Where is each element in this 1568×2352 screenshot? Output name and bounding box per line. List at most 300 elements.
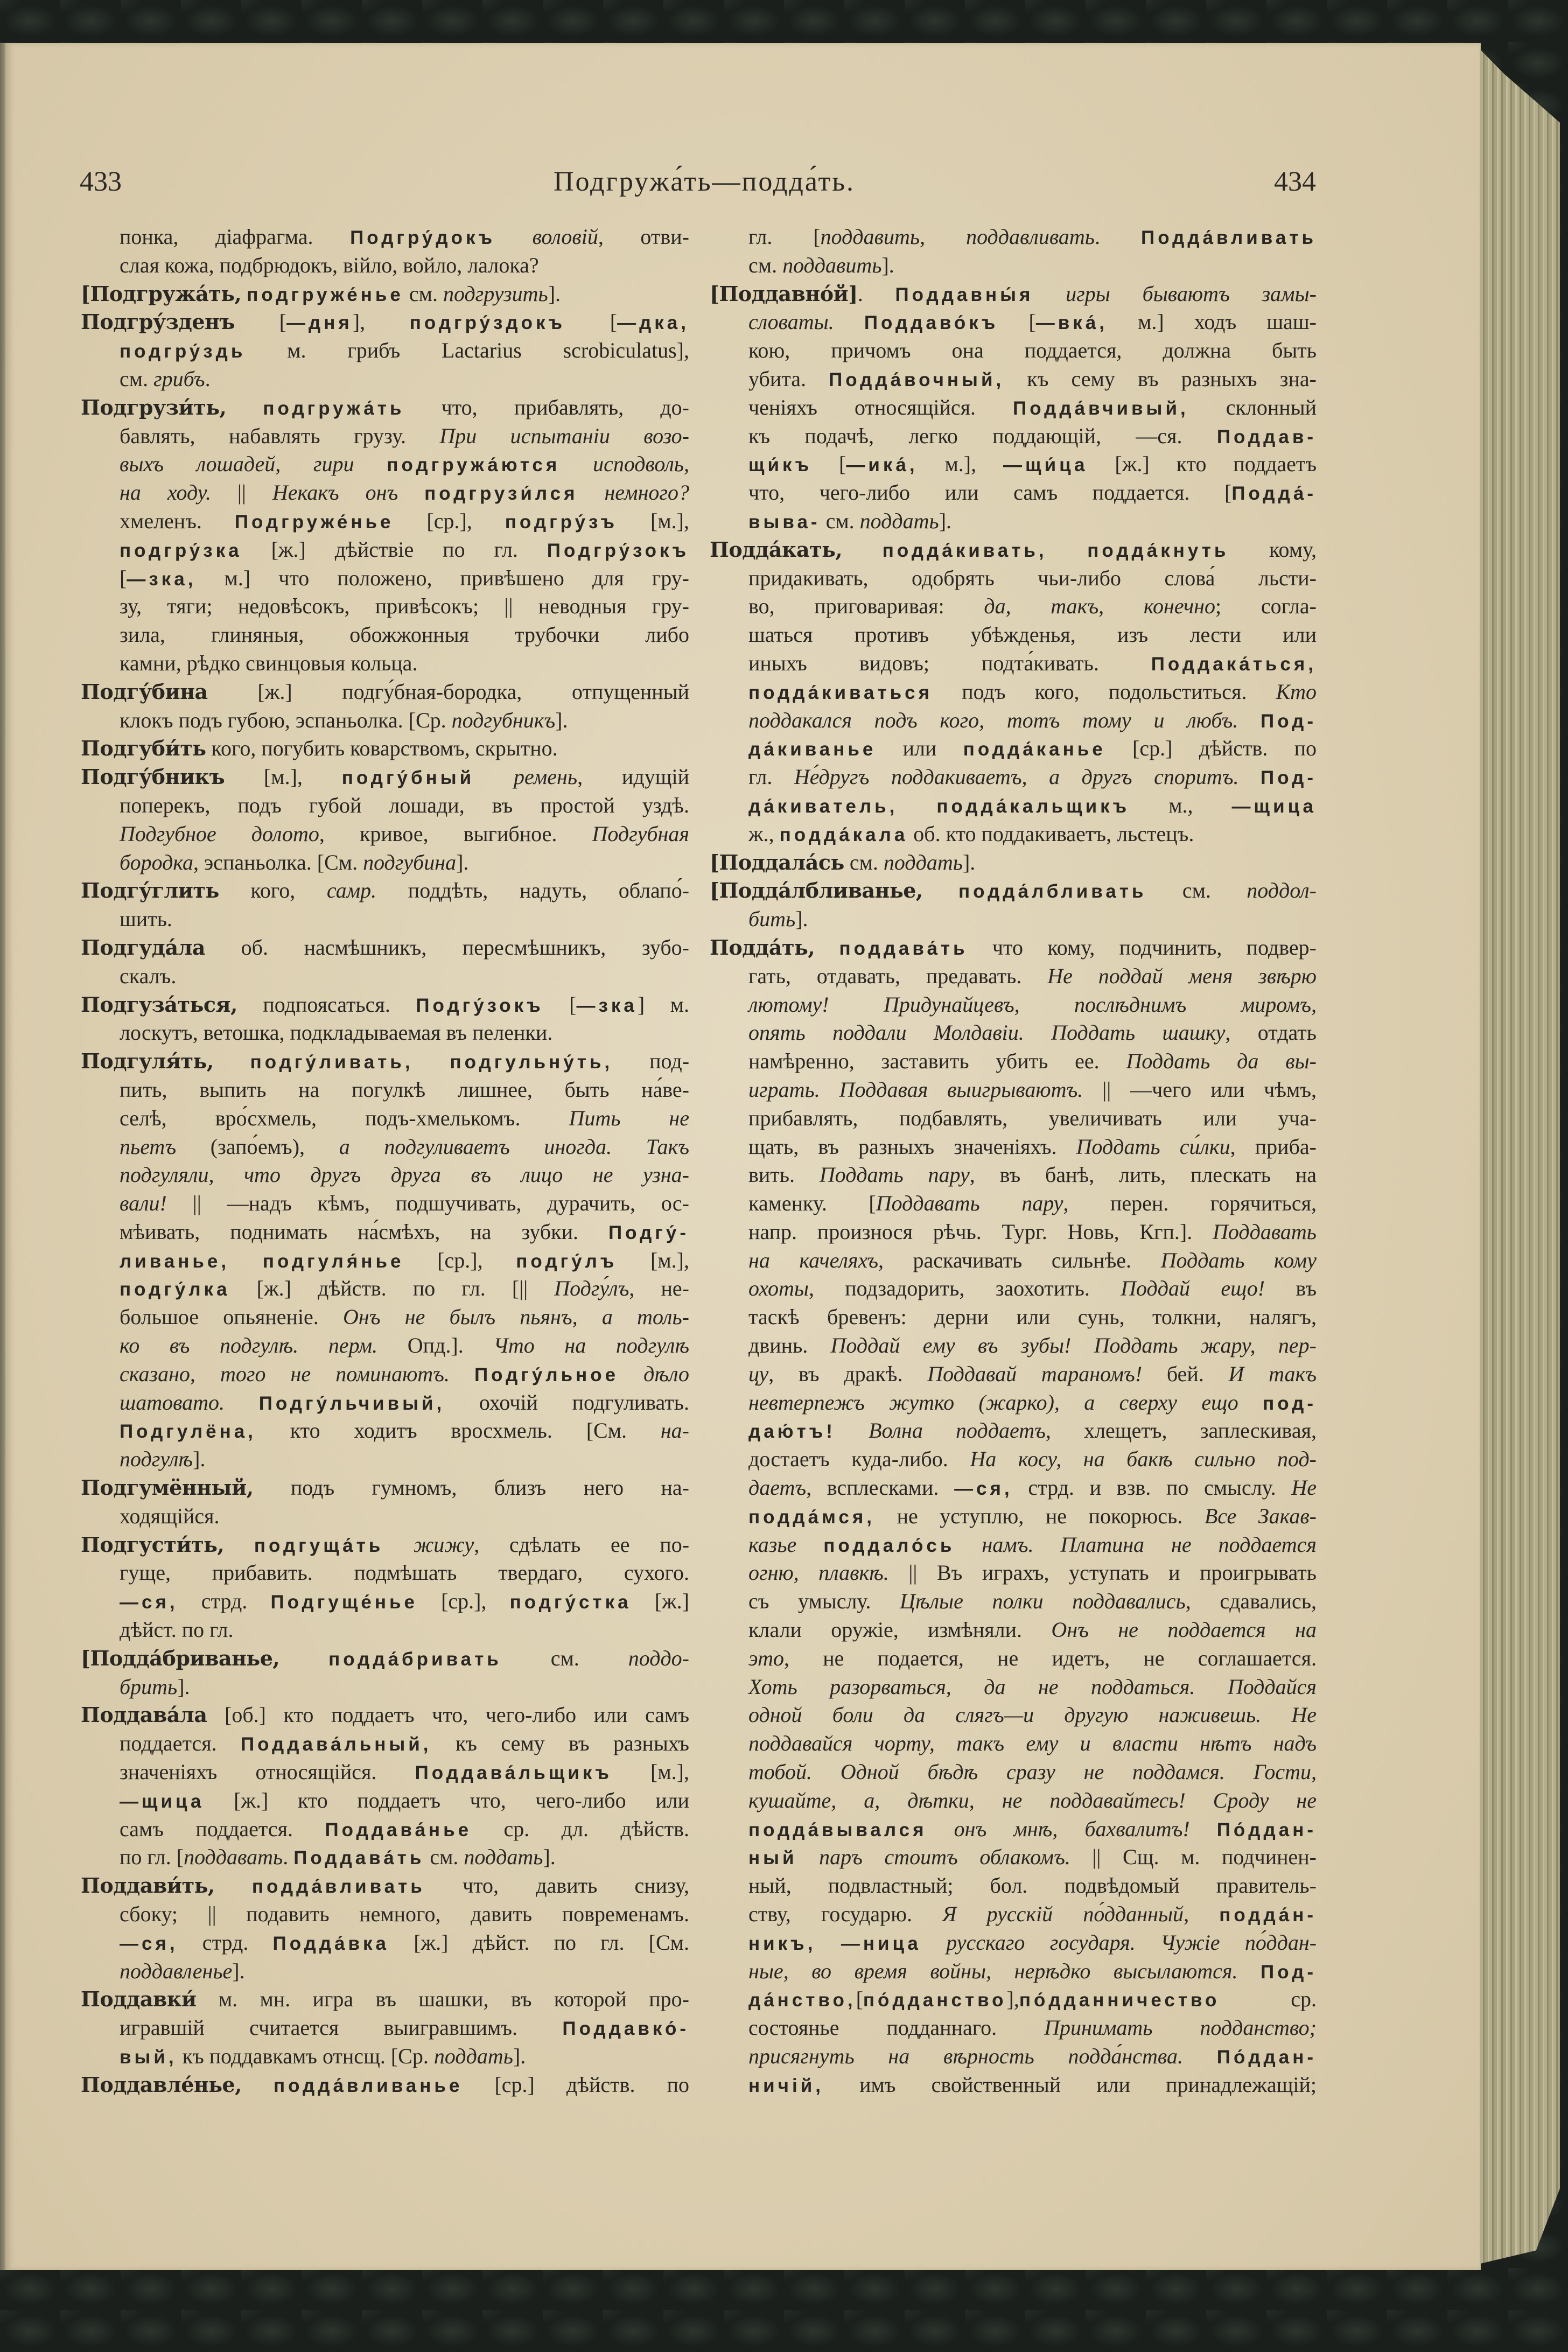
headword: Подгу́бникъ — [81, 765, 225, 789]
definition-text — [1238, 1959, 1261, 1983]
definition-text: щать, въ разныхъ значеніяхъ. — [748, 1134, 1076, 1159]
dictionary-line — [81, 422, 689, 451]
derived-headword: подгуща́ть — [254, 1535, 384, 1556]
derived-headword: подда́кивать, — [882, 540, 1047, 561]
italic-example: Что на подгулѣ — [493, 1333, 689, 1358]
definition-text: клали оружіе, измѣняли. — [748, 1618, 1052, 1642]
definition-text: [ж.] кто поддаетъ — [1088, 452, 1317, 477]
derived-headword: Поддава́льный, — [240, 1734, 432, 1755]
italic-example: Подгу́лъ — [554, 1276, 629, 1301]
dictionary-line — [81, 962, 689, 991]
dictionary-line — [710, 621, 1317, 649]
italic-example: Волна поддаетъ — [869, 1418, 1046, 1443]
dictionary-line — [710, 1787, 1317, 1815]
definition-text: что, чего-либо или самъ поддается. [ — [748, 480, 1232, 505]
dictionary-line — [710, 1389, 1317, 1417]
dictionary-line — [81, 1104, 689, 1133]
dictionary-line — [710, 223, 1317, 251]
definition-text: , всплесками. — [806, 1475, 955, 1500]
definition-text: подъ гумномъ, близъ него на- — [253, 1475, 689, 1500]
italic-example: одной боли да слягъ—и другую наживешь. Не — [748, 1703, 1317, 1727]
definition-text: стрд. — [178, 1589, 271, 1614]
definition-text: см. — [1146, 878, 1247, 903]
headword: [Поддавно́й] — [710, 281, 858, 306]
definition-text: во, приговаривая: — [748, 594, 984, 619]
definition-text — [226, 395, 263, 419]
italic-example: грибъ — [153, 366, 205, 391]
derived-headword: —ница — [841, 1933, 921, 1954]
definition-text: ]. — [548, 281, 561, 306]
definition-text: , перен. горячиться, — [1063, 1191, 1317, 1216]
derived-headword: подда́вливать — [251, 1876, 425, 1898]
derived-headword: по́дданство — [863, 1990, 1007, 2011]
definition-text: зу, тяги; недовѣсокъ, привѣсокъ; || неводныя гру- — [120, 594, 689, 619]
italic-example: Онъ не былъ пьянъ, а толь- — [343, 1305, 689, 1329]
italic-example: подгубникъ — [451, 708, 556, 732]
definition-text: поддѣть, надуть, облапо́- — [376, 878, 689, 903]
definition-text — [796, 1532, 823, 1557]
definition-text: [ — [812, 452, 846, 477]
dictionary-line — [81, 1616, 689, 1644]
derived-headword: Подгруже́нье — [234, 511, 394, 533]
derived-headword: подда́киваться — [748, 682, 933, 703]
definition-text: камни, рѣдко свинцовыя кольца. — [120, 650, 418, 675]
definition-text: селѣ, вро́схмель, подъ-хмелькомъ. — [120, 1105, 569, 1130]
dictionary-line — [710, 1843, 1317, 1872]
derived-headword: ный — [748, 1847, 797, 1869]
definition-text: напр. произнося рѣчь. Тург. Новь, Кгп.]. — [748, 1219, 1213, 1244]
italic-example: казье — [748, 1532, 797, 1557]
italic-example: поддавать — [184, 1845, 283, 1870]
definition-text: лоскутъ, ветошка, подкладываемая въ пеленки. — [120, 1020, 553, 1045]
definition-text: подпоясаться. — [237, 992, 416, 1017]
italic-example: поддол- — [1247, 878, 1317, 903]
definition-text: || —чего или чѣмъ, — [1083, 1077, 1317, 1102]
definition-text: зила, глиняныя, обожжонныя трубочки либо — [120, 622, 689, 647]
definition-text: ср. — [1220, 1987, 1317, 2012]
definition-text — [298, 1333, 328, 1357]
derived-headword: —ика́, — [846, 454, 918, 476]
dictionary-line — [710, 1218, 1317, 1247]
derived-headword: ливанье, — [120, 1250, 230, 1272]
dictionary-line — [710, 849, 1317, 877]
italic-example: Поддать си́лки — [1076, 1134, 1230, 1159]
derived-headword: Поддав- — [1216, 426, 1317, 447]
definition-text: , идущій — [577, 765, 689, 789]
derived-headword: Поддака́ться, — [1151, 653, 1317, 675]
derived-headword: поддало́сь — [823, 1535, 955, 1556]
definition-text: ]. — [193, 1447, 206, 1472]
page-number-left: 433 — [80, 166, 122, 197]
definition-text: || Въ играхъ, уступать и проигрывать — [888, 1560, 1317, 1585]
derived-headword: Подда́- — [1231, 483, 1317, 505]
definition-text — [224, 1532, 254, 1557]
definition-text: подъ кого, подольститься. — [933, 679, 1276, 704]
definition-text: ходящійся. — [120, 1503, 220, 1528]
definition-text: клокъ подъ губою, эспаньолка. [Ср. — [120, 708, 452, 732]
dictionary-line — [710, 1133, 1317, 1161]
definition-text: см. — [844, 850, 884, 874]
headword: Подгусти́ть, — [81, 1532, 225, 1557]
headword: Подда́ть, — [710, 935, 815, 960]
definition-text: , отдать — [1225, 1020, 1317, 1045]
definition-text — [578, 480, 605, 505]
dictionary-line — [81, 1161, 689, 1189]
dictionary-line — [81, 450, 689, 479]
dictionary-line — [710, 962, 1317, 991]
definition-text: [м.], — [617, 1248, 689, 1272]
dictionary-line — [81, 1019, 689, 1047]
dictionary-line — [81, 1587, 689, 1616]
italic-example: подгубина — [363, 850, 457, 874]
italic-example: игры бываютъ замы- — [1066, 281, 1317, 306]
definition-text: об. насмѣшникъ, пересмѣшникъ, зубо- — [205, 935, 689, 960]
italic-example: поддать — [433, 2044, 513, 2068]
derived-headword: выва- — [748, 511, 821, 533]
dictionary-line — [710, 564, 1317, 593]
dictionary-line — [81, 678, 689, 706]
left-column — [81, 223, 689, 2099]
definition-text: достаетъ куда-либо. — [748, 1447, 970, 1472]
definition-text: сбоку; || подавить немного, давить повременамъ. — [120, 1902, 689, 1927]
derived-headword: —зка, — [127, 568, 197, 590]
derived-headword: да́киванье — [748, 739, 877, 760]
dictionary-line — [710, 1900, 1317, 1929]
definition-text — [214, 1049, 250, 1073]
derived-headword: щи́къ — [748, 454, 813, 476]
italic-example: подгуляли, что другъ друга въ лицо не узна- — [120, 1163, 689, 1187]
dictionary-line — [710, 592, 1317, 621]
definition-text: см. — [424, 1845, 464, 1870]
derived-headword: Подгру́зокъ — [547, 540, 689, 561]
dictionary-line — [81, 2042, 689, 2071]
italic-example: вали! — [120, 1191, 167, 1216]
dictionary-line — [81, 1644, 689, 1673]
italic-example: немного? — [604, 480, 689, 505]
italic-example: воловій — [532, 225, 598, 249]
dictionary-line — [710, 1474, 1317, 1502]
dictionary-line — [81, 1445, 689, 1474]
derived-headword: Подда́вочный, — [829, 369, 1005, 390]
dictionary-line — [81, 1218, 689, 1247]
italic-example: играть. Поддавая выигрываютъ. — [748, 1077, 1083, 1102]
definition-text: , хлещетъ, заплескивая, — [1045, 1418, 1317, 1443]
definition-text: кого, погубить коварствомъ, скрытно. — [206, 736, 558, 761]
derived-headword: подгу́лъ — [516, 1250, 618, 1272]
italic-example: поддо- — [628, 1646, 689, 1670]
derived-headword: —ся, — [120, 1592, 178, 1613]
italic-example: даетъ — [748, 1475, 807, 1500]
definition-text — [560, 452, 593, 476]
derived-headword: —вка́, — [1035, 312, 1108, 334]
definition-text — [797, 1845, 820, 1869]
dictionary-line — [81, 365, 689, 394]
definition-text — [1190, 1817, 1217, 1841]
definition-text: || Сщ. м. подчинен- — [1070, 1845, 1317, 1870]
derived-headword: —ся, — [954, 1478, 1013, 1500]
page-edges-stack — [1480, 50, 1560, 2264]
right-column — [710, 223, 1317, 2099]
derived-headword: никъ, — [748, 1933, 816, 1954]
definition-text: , въ банѣ, лить, плескать на — [969, 1163, 1317, 1187]
italic-example: цу — [748, 1361, 769, 1386]
derived-headword: —щица — [120, 1790, 205, 1812]
derived-headword: —дня — [286, 312, 353, 334]
dictionary-line — [710, 308, 1317, 337]
italic-example: шатовато. — [120, 1390, 225, 1415]
dictionary-line — [710, 734, 1317, 763]
italic-example: Хоть разорваться, да не поддаться. Поддайся — [748, 1674, 1317, 1699]
definition-text — [834, 310, 864, 334]
dictionary-line — [81, 1843, 689, 1872]
italic-example: Поддай ему въ зубы! Поддать жару, пер- — [830, 1333, 1317, 1358]
definition-text: бей. — [1142, 1361, 1229, 1386]
dictionary-line — [710, 877, 1317, 905]
dictionary-line — [81, 1673, 689, 1702]
dictionary-line — [710, 1957, 1317, 1986]
derived-headword: под- — [1263, 1392, 1317, 1414]
derived-headword: —ся, — [120, 1933, 178, 1954]
definition-text: игравшій считается выигравшимъ. — [120, 2015, 563, 2040]
italic-example: перм. — [328, 1333, 378, 1358]
derived-headword: подгульну́ть, — [450, 1052, 613, 1073]
italic-example: дѣло — [643, 1361, 689, 1386]
definition-text: придакивать, одобрять чьи-либо слова́ льсти- — [748, 565, 1317, 590]
dictionary-line — [81, 1872, 689, 1900]
italic-example: невтерпежъ жутко (жарко), а сверху ещо — [748, 1390, 1238, 1415]
definition-text: шить. — [120, 907, 172, 932]
dictionary-line — [81, 763, 689, 792]
definition-text: [ж.] дѣйст. по гл. [См. — [389, 1930, 689, 1955]
italic-example: Цѣлые полки поддавались — [900, 1589, 1186, 1614]
dictionary-line — [710, 365, 1317, 394]
italic-example: ремень — [514, 765, 578, 789]
definition-text: мѣивать, поднимать на́смѣхъ, на зубки. — [120, 1219, 608, 1244]
derived-headword: подгруже́нье — [247, 284, 404, 305]
italic-example: подгулѣ — [120, 1447, 193, 1472]
derived-headword: вый, — [120, 2047, 177, 2068]
italic-example: охоты — [748, 1276, 809, 1301]
italic-example: Поддавай тараномъ! — [927, 1361, 1143, 1386]
derived-headword: подгружа́ть — [263, 397, 405, 419]
definition-text: имъ свойственный или принадлежащій; — [823, 2072, 1317, 2097]
definition-text: самъ поддается. — [120, 1816, 325, 1841]
definition-text: къ подачѣ, легко поддающій, —ся. — [748, 423, 1217, 448]
definition-text: . — [1095, 225, 1142, 249]
headword: Поддава́ла — [81, 1703, 207, 1727]
dictionary-line — [710, 1502, 1317, 1531]
italic-example: сказано, того не поминаютъ. — [120, 1361, 450, 1386]
definition-text: ]. — [543, 1845, 556, 1870]
italic-example: опять поддали Молдавіи. Поддать шашку — [748, 1020, 1226, 1045]
dictionary-line — [710, 1161, 1317, 1189]
definition-text: , отви- — [598, 225, 689, 249]
definition-text: ], — [352, 310, 410, 334]
dictionary-line — [81, 1730, 689, 1758]
dictionary-line — [81, 536, 689, 564]
dictionary-line — [81, 1758, 689, 1787]
derived-headword: подда́кнуть — [1087, 540, 1229, 561]
italic-example: на ходу. — [120, 480, 211, 505]
derived-headword: подгу́стка — [509, 1592, 632, 1613]
definition-text: [ср.], — [404, 1248, 516, 1272]
definition-text: [ж.] кто поддаетъ что, чего-либо или — [204, 1788, 689, 1812]
definition-text — [383, 1532, 414, 1557]
definition-text: см. — [501, 1646, 628, 1670]
definition-text — [921, 1930, 946, 1955]
italic-example: Поддавать пару — [876, 1191, 1063, 1216]
definition-text: [ — [856, 1987, 863, 2012]
dictionary-line — [710, 905, 1317, 934]
italic-example: ко въ подгулѣ. — [120, 1333, 299, 1358]
derived-headword: Подгу́льчивый, — [258, 1392, 445, 1414]
dictionary-line — [710, 1872, 1317, 1900]
italic-example: Поддать пару — [819, 1163, 970, 1187]
definition-text: . — [857, 281, 895, 306]
definition-text — [1238, 765, 1261, 789]
dictionary-line — [710, 706, 1317, 735]
italic-example: поддать — [859, 508, 939, 533]
italic-example: намъ. Платина не поддается — [982, 1532, 1317, 1557]
dictionary-line — [710, 507, 1317, 536]
dictionary-line — [81, 792, 689, 820]
definition-text — [279, 1646, 328, 1670]
derived-headword: По́ддан- — [1216, 1819, 1317, 1840]
dictionary-line — [81, 1389, 689, 1417]
definition-text: об. кто поддакиваетъ, льстецъ. — [908, 821, 1194, 846]
definition-text: [ж.] дѣйств. по гл. [|| — [230, 1276, 555, 1301]
dictionary-line — [710, 1673, 1317, 1702]
definition-text: м., — [1130, 793, 1232, 817]
italic-example: При испытаніи возо- — [439, 423, 689, 448]
dictionary-line — [81, 479, 689, 507]
dictionary-line — [710, 1587, 1317, 1616]
definition-text: гуще, прибавить. подмѣшать твердаго, сухого. — [120, 1560, 689, 1585]
dictionary-line — [81, 1985, 689, 2014]
dictionary-line — [710, 649, 1317, 678]
dictionary-line — [81, 394, 689, 422]
italic-example: Поддай ещо! — [1121, 1276, 1265, 1301]
definition-text: пить, выпить на погулкѣ лишнее, быть на́ве- — [120, 1077, 689, 1102]
dictionary-line — [710, 2071, 1317, 2099]
derived-headword: подда́вывался — [748, 1819, 927, 1840]
dictionary-line — [710, 1531, 1317, 1559]
dictionary-line — [81, 1133, 689, 1161]
dictionary-line — [710, 1929, 1317, 1957]
definition-text: не уступлю, не покорюсь. — [875, 1503, 1205, 1528]
dictionary-line — [710, 1985, 1317, 2014]
definition-text — [414, 1049, 450, 1073]
italic-example: ные, во время войны, нерѣдко высылаются. — [748, 1958, 1238, 1983]
definition-text: . — [205, 366, 211, 391]
definition-text: бавлять, набавлять грузу. — [120, 423, 440, 448]
italic-example: Не поддай меня звѣрю — [1047, 963, 1317, 988]
definition-text: большое опьяненіе. — [120, 1305, 344, 1329]
dictionary-line — [81, 1957, 689, 1986]
derived-headword: Подгу́льное — [474, 1364, 619, 1385]
definition-text — [242, 2073, 274, 2097]
definition-text: [об.] кто поддаетъ что, чего-либо или самъ — [207, 1703, 689, 1727]
derived-headword: даю́тъ! — [748, 1421, 836, 1443]
dictionary-line — [710, 1644, 1317, 1673]
derived-headword: подда́бривать — [328, 1648, 502, 1670]
dictionary-line — [710, 1758, 1317, 1787]
dictionary-line — [81, 1900, 689, 1929]
italic-example: огню, плавкѣ. — [748, 1560, 889, 1585]
italic-example: выхъ лошадей, гири — [120, 452, 387, 477]
italic-example: онъ мнѣ, бахвалитъ! — [954, 1816, 1190, 1841]
definition-text: гл. — [748, 765, 794, 789]
definition-text: , эспаньолка. [См. — [193, 850, 363, 874]
dictionary-line — [710, 280, 1317, 309]
definition-text: [ср.], — [394, 508, 505, 533]
derived-headword: Поддавко́- — [562, 2018, 689, 2040]
definition-text: , не подается, не идетъ, не соглашается. — [784, 1646, 1317, 1670]
derived-headword: подда́канье — [963, 739, 1106, 760]
italic-example: жижу — [414, 1532, 474, 1557]
definition-text — [1033, 282, 1066, 306]
derived-headword: ничій, — [748, 2075, 824, 2096]
dictionary-line — [81, 592, 689, 621]
definition-text: ]. — [555, 708, 568, 732]
definition-text: м.] что положено, привѣшено для гру- — [196, 565, 689, 590]
definition-text: [ — [998, 310, 1036, 334]
definition-text: по гл. [ — [120, 1845, 184, 1870]
dictionary-line — [81, 706, 689, 735]
definition-text: поперекъ, подъ губой лошади, въ простой уздѣ. — [120, 793, 689, 817]
definition-text: что, прибавлять, до- — [404, 395, 689, 419]
dictionary-line — [710, 1076, 1317, 1104]
dictionary-line — [710, 422, 1317, 451]
dictionary-line — [81, 1531, 689, 1559]
definition-text — [1047, 537, 1088, 562]
italic-example: присягнуть на вѣрность подда́нства. — [748, 2044, 1184, 2068]
definition-text: поддается. — [120, 1731, 241, 1756]
definition-text — [836, 1418, 869, 1443]
dictionary-line — [81, 1189, 689, 1218]
dictionary-line — [81, 2071, 689, 2099]
definition-text: || —надъ кѣмъ, подшучивать, дурачить, ос- — [166, 1191, 689, 1216]
dictionary-line — [710, 1417, 1317, 1445]
italic-example: поддавленье — [120, 1958, 233, 1983]
definition-text — [241, 282, 247, 306]
headword: Подгу́глить — [81, 878, 219, 903]
italic-example: пьетъ — [120, 1134, 177, 1159]
dictionary-line — [81, 1360, 689, 1389]
page-number-right: 434 — [1274, 166, 1316, 197]
definition-text: стрд. и взв. по смыслу. — [1012, 1475, 1292, 1500]
dictionary-line — [81, 991, 689, 1019]
definition-text: прибавлять, подбавлять, увеличивать или уча- — [748, 1105, 1317, 1130]
dictionary-line — [710, 337, 1317, 365]
italic-example: да, такъ, конечно — [984, 594, 1216, 619]
definition-text: см. — [820, 508, 860, 533]
definition-text — [927, 1817, 954, 1841]
definition-text: къ поддавкамъ отнсщ. [Ср. — [177, 2044, 434, 2068]
definition-text: м. мн. игра въ шашки, въ которой про- — [196, 1987, 689, 2012]
definition-text: гать, отдавать, предавать. — [748, 963, 1048, 988]
dictionary-line — [710, 820, 1317, 849]
dictionary-line — [81, 1701, 689, 1730]
definition-text: или — [876, 736, 963, 761]
definition-text: вить. — [748, 1163, 820, 1187]
definition-text — [815, 935, 839, 960]
definition-text: ]. — [456, 850, 469, 874]
definition-text: стрд. — [178, 1930, 273, 1955]
dictionary-line — [81, 1076, 689, 1104]
italic-example: бородка — [120, 850, 194, 874]
definition-text: дѣйст. по гл. — [120, 1618, 234, 1642]
